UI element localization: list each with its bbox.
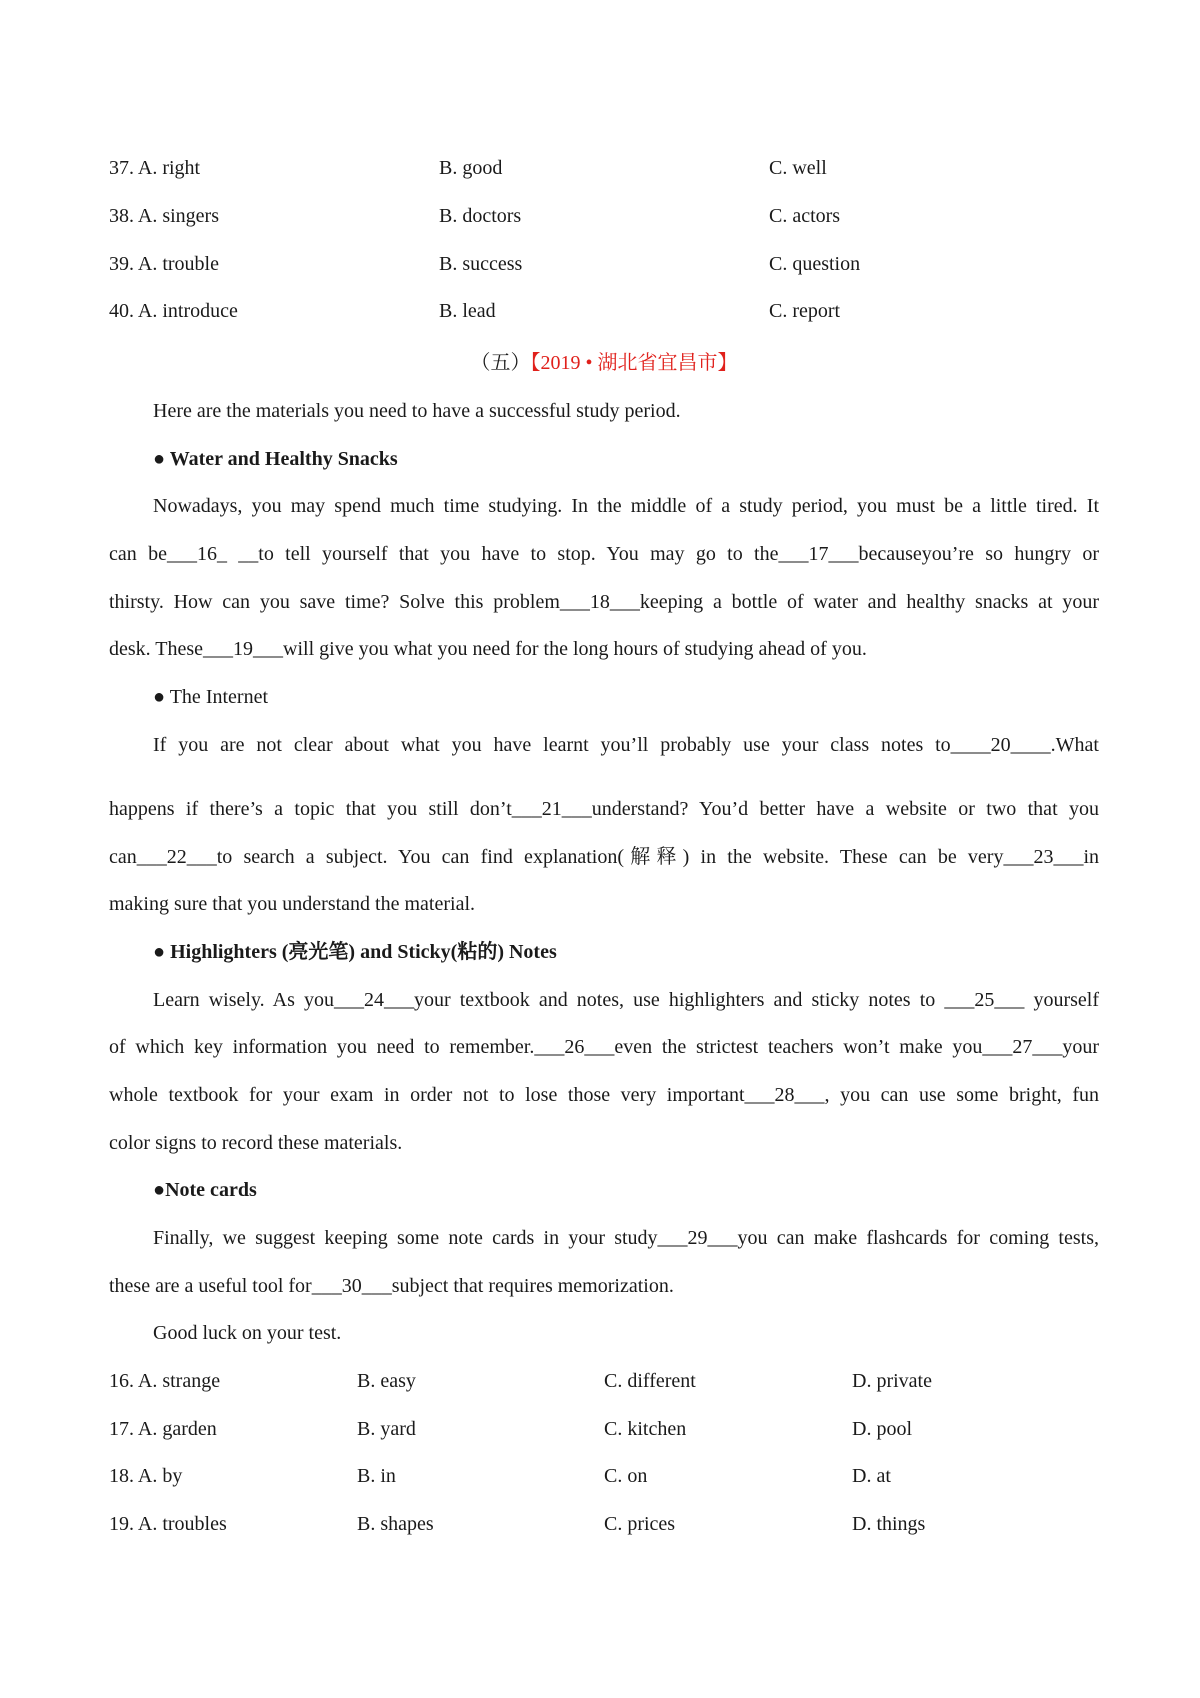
option-c: C. actors — [769, 205, 841, 227]
option-row-17 — [109, 1414, 1099, 1444]
closing-text: Good luck on your test. — [153, 1322, 342, 1344]
option-d: D. at — [852, 1465, 891, 1487]
paragraph-line: Learn wisely. As you___24___your textbook and notes, use highlighters and sticky notes to ___25___ yourself — [153, 989, 1099, 1011]
option-row-38 — [109, 201, 1099, 231]
paragraph-line: can be___16_ __to tell yourself that you have to stop. You may go to the___17___becauseyou’re so hungry or — [109, 543, 1099, 565]
option-b: B. in — [357, 1465, 396, 1487]
section-heading — [109, 348, 1099, 378]
option-row-19 — [109, 1509, 1099, 1539]
paragraph-line: happens if there’s a topic that you still don’t___21___understand? You’d better have a website or two that you — [109, 798, 1099, 820]
subheading-note-cards: ●Note cards — [153, 1179, 257, 1201]
section-source: 【2019 • 湖北省宜昌市】 — [530, 352, 738, 374]
option-c: C. report — [769, 300, 841, 322]
paragraph-line: Nowadays, you may spend much time studying. In the middle of a study period, you must be a little tired. It — [153, 495, 1099, 517]
option-a: 40. A. introduce — [109, 300, 238, 322]
option-c: C. kitchen — [604, 1418, 687, 1440]
paragraph-line: color signs to record these materials. — [109, 1132, 403, 1154]
paragraph-line: desk. These___19___will give you what you need for the long hours of studying ahead of you. — [109, 638, 867, 660]
option-b: B. easy — [357, 1370, 416, 1392]
option-b: B. yard — [357, 1418, 416, 1440]
option-b: B. lead — [439, 300, 496, 322]
option-a: 39. A. trouble — [109, 253, 219, 275]
option-c: C. prices — [604, 1513, 676, 1535]
paragraph-line: making sure that you understand the material. — [109, 893, 476, 915]
subheading-water-snacks: ● Water and Healthy Snacks — [153, 448, 398, 470]
option-row-39 — [109, 249, 1099, 279]
option-c: C. on — [604, 1465, 648, 1487]
option-row-40 — [109, 296, 1099, 326]
option-b: B. shapes — [357, 1513, 434, 1535]
option-c: C. well — [769, 157, 827, 179]
option-d: D. things — [852, 1513, 926, 1535]
option-d: D. private — [852, 1370, 932, 1392]
option-a: 37. A. right — [109, 157, 201, 179]
paragraph-line: whole textbook for your exam in order not to lose those very important___28___, you can use some bright, fun — [109, 1084, 1099, 1106]
paragraph-line: thirsty. How can you save time? Solve this problem___18___keeping a bottle of water and healthy snacks at your — [109, 591, 1099, 613]
option-a: 38. A. singers — [109, 205, 219, 227]
option-b: B. success — [439, 253, 523, 275]
section-prefix: （五） — [470, 352, 531, 374]
paragraph-line: can___22___to search a subject. You can find explanation(解释) in the website. These can be very___23___in — [109, 846, 1099, 868]
option-row-18 — [109, 1461, 1099, 1491]
option-b: B. good — [439, 157, 503, 179]
option-a: 16. A. strange — [109, 1370, 221, 1392]
option-row-16 — [109, 1366, 1099, 1396]
intro-text: Here are the materials you need to have a successful study period. — [153, 400, 681, 422]
paragraph-line: Finally, we suggest keeping some note cards in your study___29___you can make flashcards for coming tests, — [153, 1227, 1099, 1249]
option-d: D. pool — [852, 1418, 912, 1440]
option-a: 19. A. troubles — [109, 1513, 227, 1535]
paragraph-line: these are a useful tool for___30___subject that requires memorization. — [109, 1275, 674, 1297]
option-row-37 — [109, 153, 1099, 183]
paragraph-line: If you are not clear about what you have learnt you’ll probably use your class notes to____20____.What — [153, 734, 1099, 756]
option-a: 17. A. garden — [109, 1418, 217, 1440]
subheading-internet: ● The Internet — [153, 686, 268, 708]
option-a: 18. A. by — [109, 1465, 183, 1487]
subheading-highlighters: ● Highlighters (亮光笔) and Sticky(粘的) Notes — [153, 941, 557, 963]
option-c: C. different — [604, 1370, 696, 1392]
paragraph-line: of which key information you need to remember.___26___even the strictest teachers won’t make you___27___your — [109, 1036, 1099, 1058]
option-c: C. question — [769, 253, 861, 275]
option-b: B. doctors — [439, 205, 522, 227]
